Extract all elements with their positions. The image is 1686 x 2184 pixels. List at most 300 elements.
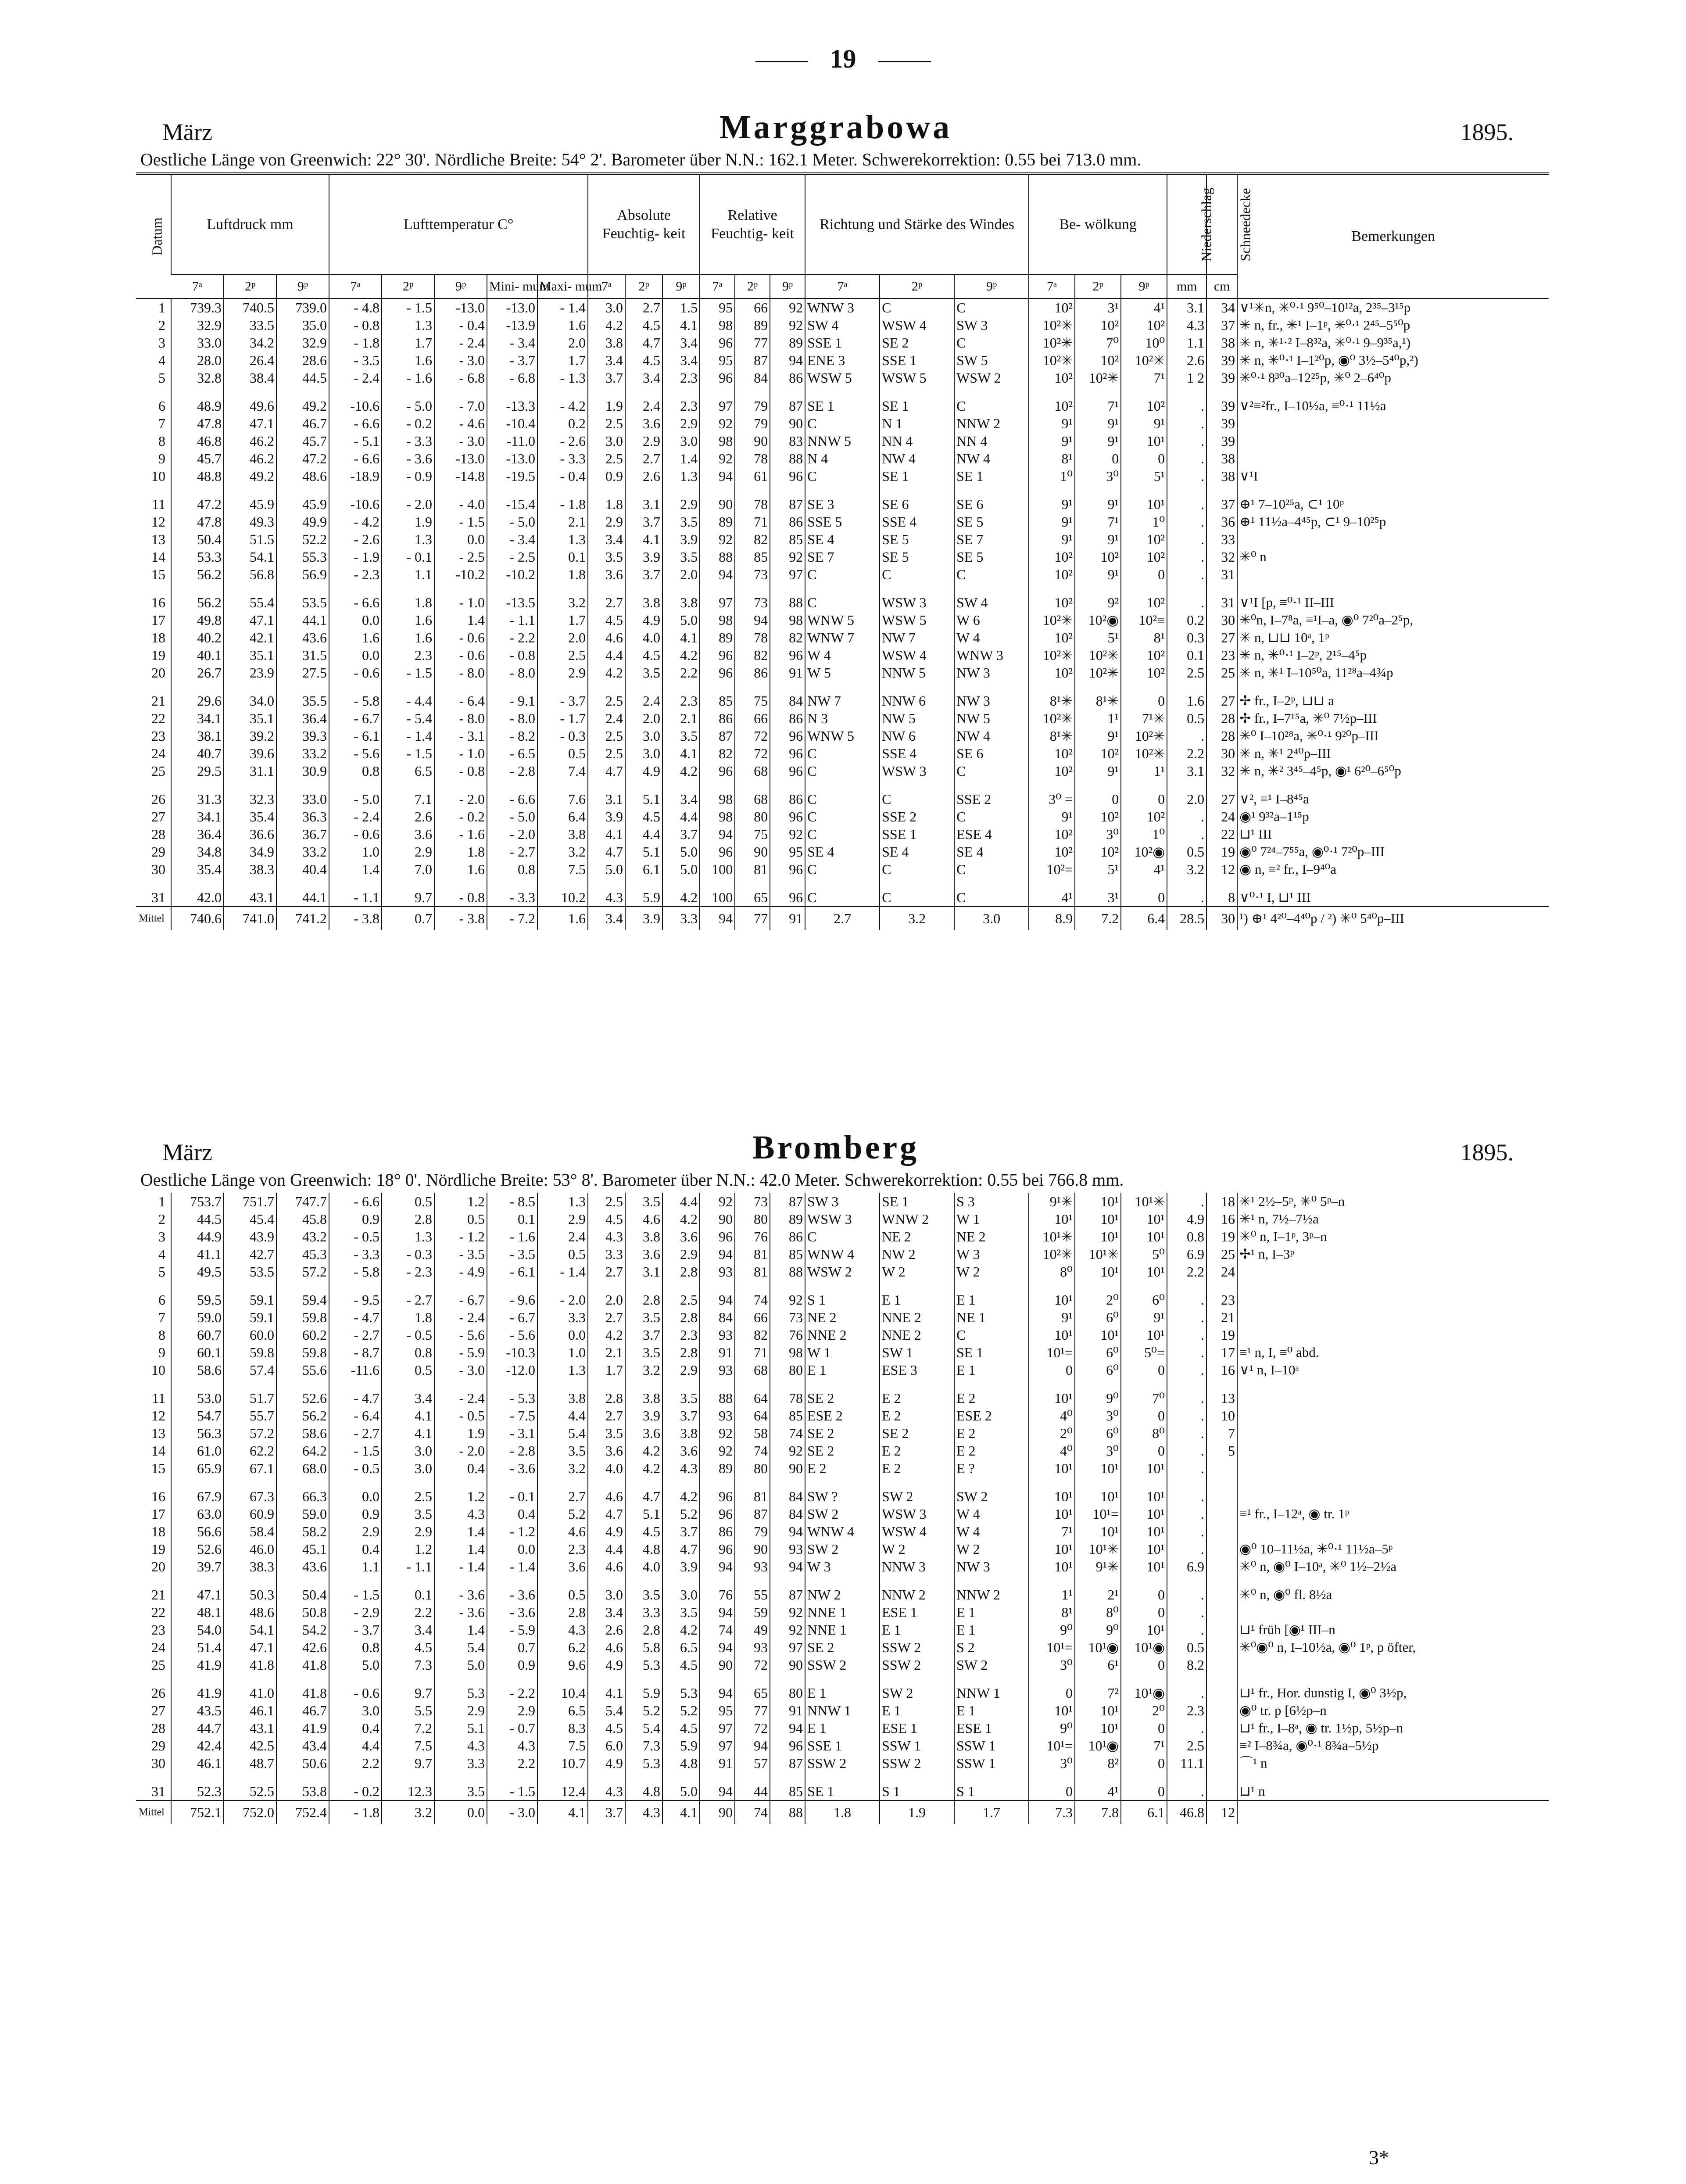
- value-cell: 2.8: [625, 1291, 662, 1309]
- value-cell: 1.8: [382, 1309, 434, 1326]
- value-cell: 88: [700, 1389, 735, 1407]
- value-cell: - 8.0: [434, 664, 487, 692]
- day-cell: Mittel: [136, 907, 171, 930]
- value-cell: 6⁰: [1075, 1344, 1121, 1361]
- value-cell: 3.7: [625, 566, 662, 594]
- value-cell: - 8.0: [487, 710, 537, 727]
- remarks-cell: [1237, 1442, 1549, 1460]
- value-cell: 73: [735, 566, 770, 594]
- value-cell: 10²: [1075, 548, 1121, 566]
- value-cell: 8⁰: [1121, 1424, 1167, 1442]
- value-cell: 2.3: [662, 397, 700, 415]
- value-cell: 33.0: [171, 334, 224, 351]
- value-cell: [1206, 1737, 1237, 1754]
- value-cell: 44.5: [276, 369, 329, 397]
- value-cell: 89: [770, 1210, 805, 1228]
- value-cell: 62.2: [224, 1442, 276, 1460]
- value-cell: 1.4: [662, 450, 700, 467]
- value-cell: 47.8: [171, 415, 224, 432]
- value-cell: 82: [770, 629, 805, 646]
- value-cell: C: [805, 861, 880, 889]
- value-cell: 9¹: [1029, 415, 1075, 432]
- value-cell: 2.5: [382, 1488, 434, 1505]
- value-cell: 10²: [1121, 548, 1167, 566]
- value-cell: 53.5: [276, 594, 329, 611]
- value-cell: 2.8: [662, 1309, 700, 1326]
- value-cell: 4.5: [588, 1210, 625, 1228]
- value-cell: 2.2: [329, 1754, 382, 1782]
- value-cell: E 1: [954, 1621, 1029, 1639]
- value-cell: 50.8: [276, 1603, 329, 1621]
- value-cell: 4.9: [625, 611, 662, 629]
- value-cell: 9⁰: [1075, 1621, 1121, 1639]
- day-cell: 7: [158, 1309, 165, 1325]
- value-cell: 8.9: [1029, 907, 1075, 930]
- value-cell: 87: [770, 397, 805, 415]
- value-cell: 38.4: [224, 369, 276, 397]
- value-cell: 1.6: [382, 611, 434, 629]
- value-cell: 4.5: [625, 1523, 662, 1540]
- value-cell: .: [1167, 1719, 1206, 1737]
- value-cell: 77: [735, 907, 770, 930]
- value-cell: 10²: [1121, 646, 1167, 664]
- value-cell: 3.4: [588, 907, 625, 930]
- value-cell: 5⁰: [1121, 1245, 1167, 1263]
- remarks-cell: ◉⁰ 10–11½a, ✳⁰·¹ 11½a–5ᵖ: [1237, 1540, 1549, 1558]
- value-cell: 96: [770, 727, 805, 745]
- value-cell: 4.4: [625, 825, 662, 843]
- remarks-cell: ✳⁰ n, ◉⁰ I–10ᵃ, ✳⁰ 1½–2½a: [1237, 1558, 1549, 1586]
- day-row: [136, 1344, 1549, 1361]
- value-cell: 7.0: [382, 861, 434, 889]
- value-cell: - 6.4: [434, 692, 487, 710]
- value-cell: 0.9: [588, 467, 625, 495]
- header-niederschlag: Niederschlag: [1167, 174, 1206, 275]
- value-cell: 28.6: [276, 351, 329, 369]
- value-cell: 74: [735, 1800, 770, 1824]
- value-cell: C: [954, 566, 1029, 594]
- value-cell: 10¹=: [1029, 1344, 1075, 1361]
- day-row: [136, 548, 1549, 566]
- value-cell: W 5: [805, 664, 880, 692]
- value-cell: 52.3: [171, 1782, 224, 1800]
- value-cell: E 1: [954, 1361, 1029, 1389]
- value-cell: 8.3: [537, 1719, 588, 1737]
- remarks-cell: ✳⁰n, I–7⁸a, ≡¹I–a, ◉⁰ 7²⁰a–2⁵p,: [1237, 611, 1549, 629]
- value-cell: 10¹: [1121, 1540, 1167, 1558]
- value-cell: 1.6: [537, 316, 588, 334]
- value-cell: 24: [1206, 1263, 1237, 1291]
- value-cell: 1⁰: [1121, 513, 1167, 531]
- value-cell: - 1.6: [434, 825, 487, 843]
- day-cell: 3: [158, 1229, 165, 1244]
- value-cell: 2.0: [1167, 790, 1206, 808]
- value-cell: 59.0: [276, 1505, 329, 1523]
- value-cell: 1.8: [434, 843, 487, 861]
- value-cell: 19: [1206, 843, 1237, 861]
- day-cell: 10: [151, 1362, 165, 1378]
- value-cell: - 3.8: [434, 907, 487, 930]
- value-cell: 3.0: [329, 1702, 382, 1719]
- day-cell: 1: [158, 1194, 165, 1209]
- value-cell: .: [1167, 1540, 1206, 1558]
- remarks-cell: ¹) ⊕¹ 4²⁰–4⁴⁰p / ²) ✳⁰ 5⁴⁰p–III: [1237, 907, 1549, 930]
- value-cell: 41.8: [276, 1656, 329, 1684]
- value-cell: 3.7: [588, 1800, 625, 1824]
- value-cell: 32.3: [224, 790, 276, 808]
- value-cell: 10¹✳: [1121, 1193, 1167, 1210]
- value-cell: E 1: [880, 1621, 954, 1639]
- value-cell: .: [1167, 808, 1206, 825]
- remarks-cell: ⊔¹ früh [◉¹ III–n: [1237, 1621, 1549, 1639]
- value-cell: .: [1167, 1389, 1206, 1407]
- remarks-cell: ∨¹✳n, ✳⁰·¹ 9⁵⁰–10¹²a, 2³⁵–3¹⁵p: [1237, 298, 1549, 316]
- value-cell: 2.0: [662, 566, 700, 594]
- value-cell: 47.1: [224, 415, 276, 432]
- value-cell: NW 4: [880, 450, 954, 467]
- value-cell: 3.5: [382, 1505, 434, 1523]
- value-cell: 72: [735, 1719, 770, 1737]
- value-cell: 4.4: [662, 808, 700, 825]
- value-cell: - 2.2: [487, 629, 537, 646]
- value-cell: 0: [1121, 1586, 1167, 1603]
- remarks-cell: ⌒¹ n: [1237, 1754, 1549, 1782]
- remarks-cell: ✳⁰·¹ 8³⁰a–12²⁵p, ✳⁰ 2–6⁴⁰p: [1237, 369, 1549, 397]
- value-cell: 10²: [1029, 369, 1075, 397]
- value-cell: 46.1: [171, 1754, 224, 1782]
- day-cell: 8: [158, 1327, 165, 1343]
- value-cell: 2.5: [588, 745, 625, 762]
- value-cell: 3.8: [625, 1228, 662, 1245]
- value-cell: 4.3: [537, 1621, 588, 1639]
- header-subcolumn: 7ᵃ: [1029, 275, 1075, 298]
- value-cell: 2.7: [588, 1263, 625, 1291]
- day-row: [136, 762, 1549, 790]
- remarks-cell: [1237, 1291, 1549, 1309]
- value-cell: - 3.4: [487, 334, 537, 351]
- value-cell: -13.0: [434, 450, 487, 467]
- value-cell: 2.2: [662, 664, 700, 692]
- value-cell: 0.4: [487, 1505, 537, 1523]
- value-cell: 90: [700, 1210, 735, 1228]
- remarks-cell: ◉⁰ 7²⁴–7⁵⁵a, ◉⁰·¹ 7²⁰p–III: [1237, 843, 1549, 861]
- value-cell: 4.2: [662, 646, 700, 664]
- value-cell: 10¹: [1121, 1263, 1167, 1291]
- value-cell: W 4: [954, 629, 1029, 646]
- value-cell: 8¹✳: [1075, 692, 1121, 710]
- value-cell: 10²: [1075, 808, 1121, 825]
- value-cell: 2.3: [662, 692, 700, 710]
- value-cell: 46.0: [224, 1540, 276, 1558]
- value-cell: E 1: [954, 1291, 1029, 1309]
- value-cell: 10²: [1121, 531, 1167, 548]
- value-cell: 42.5: [224, 1737, 276, 1754]
- value-cell: 0: [1121, 566, 1167, 594]
- value-cell: 48.8: [171, 467, 224, 495]
- value-cell: 1.4: [434, 1540, 487, 1558]
- value-cell: 12.3: [382, 1782, 434, 1800]
- day-cell: 17: [151, 1506, 165, 1522]
- value-cell: 11.1: [1167, 1754, 1206, 1782]
- value-cell: -11.0: [487, 432, 537, 450]
- value-cell: - 6.6: [487, 790, 537, 808]
- value-cell: 0: [1121, 1656, 1167, 1684]
- value-cell: 10²◉: [1075, 611, 1121, 629]
- value-cell: - 2.8: [487, 762, 537, 790]
- value-cell: 10¹: [1121, 1326, 1167, 1344]
- value-cell: 10¹◉: [1121, 1639, 1167, 1656]
- value-cell: 7.5: [537, 861, 588, 889]
- value-cell: .: [1167, 1782, 1206, 1800]
- remarks-cell: ≡² I–8¾a, ◉⁰·¹ 8¾a–5½p: [1237, 1737, 1549, 1754]
- value-cell: NE 2: [805, 1309, 880, 1326]
- value-cell: 4.3: [434, 1505, 487, 1523]
- value-cell: [1206, 1505, 1237, 1523]
- value-cell: -10.4: [487, 415, 537, 432]
- value-cell: S 3: [954, 1193, 1029, 1210]
- value-cell: 19: [1206, 1326, 1237, 1344]
- observation-table: [136, 1193, 1549, 1824]
- value-cell: 68: [735, 1361, 770, 1389]
- value-cell: 25: [1206, 1245, 1237, 1263]
- value-cell: [1206, 1523, 1237, 1540]
- value-cell: 10¹: [1121, 1210, 1167, 1228]
- value-cell: 10²✳: [1029, 611, 1075, 629]
- value-cell: 1.8: [537, 566, 588, 594]
- value-cell: 10²=: [1029, 861, 1075, 889]
- value-cell: SSE 4: [880, 745, 954, 762]
- value-cell: WNW 3: [954, 646, 1029, 664]
- day-cell: 26: [151, 1685, 165, 1701]
- value-cell: 49.5: [171, 1263, 224, 1291]
- value-cell: 0: [1029, 1361, 1075, 1389]
- value-cell: - 1.1: [382, 1558, 434, 1586]
- value-cell: E 2: [880, 1389, 954, 1407]
- value-cell: - 3.4: [487, 531, 537, 548]
- value-cell: - 2.3: [382, 1263, 434, 1291]
- value-cell: 10¹=: [1029, 1737, 1075, 1754]
- value-cell: - 3.5: [434, 1245, 487, 1263]
- day-cell: 22: [151, 710, 165, 726]
- remarks-cell: ∨¹ n, I–10ᵃ: [1237, 1361, 1549, 1389]
- value-cell: 6.9: [1167, 1245, 1206, 1263]
- value-cell: 8⁰: [1029, 1263, 1075, 1291]
- value-cell: 4.3: [487, 1737, 537, 1754]
- value-cell: WSW 5: [880, 369, 954, 397]
- value-cell: 1.8: [805, 1800, 880, 1824]
- value-cell: 0.1: [382, 1586, 434, 1603]
- header-subcolumn: 7ᵃ: [329, 275, 382, 298]
- value-cell: .: [1167, 1344, 1206, 1361]
- value-cell: - 2.4: [329, 369, 382, 397]
- value-cell: 8¹✳: [1029, 727, 1075, 745]
- value-cell: 47.1: [171, 1586, 224, 1603]
- value-cell: 4.1: [662, 1800, 700, 1824]
- value-cell: 35.0: [276, 316, 329, 334]
- value-cell: 48.6: [224, 1603, 276, 1621]
- value-cell: C: [805, 1228, 880, 1245]
- value-cell: SSE 1: [805, 334, 880, 351]
- value-cell: 8¹: [1029, 1603, 1075, 1621]
- value-cell: 4.6: [588, 1488, 625, 1505]
- value-cell: 2.0: [625, 710, 662, 727]
- value-cell: - 0.1: [382, 548, 434, 566]
- value-cell: .: [1167, 1523, 1206, 1540]
- value-cell: 57: [735, 1754, 770, 1782]
- value-cell: 30: [1206, 907, 1237, 930]
- value-cell: 6.2: [537, 1639, 588, 1656]
- value-cell: NN 4: [954, 432, 1029, 450]
- value-cell: W 4: [954, 1523, 1029, 1540]
- value-cell: 55.4: [224, 594, 276, 611]
- day-row: [136, 843, 1549, 861]
- value-cell: 86: [770, 710, 805, 727]
- value-cell: - 1.5: [382, 298, 434, 316]
- value-cell: 84: [770, 1488, 805, 1505]
- value-cell: 3.5: [625, 1193, 662, 1210]
- value-cell: SW 2: [880, 1488, 954, 1505]
- value-cell: 8¹✳: [1029, 692, 1075, 710]
- value-cell: 43.1: [224, 1719, 276, 1737]
- day-cell: Mittel: [136, 1800, 171, 1824]
- value-cell: [1206, 1782, 1237, 1800]
- value-cell: - 0.1: [487, 1488, 537, 1505]
- value-cell: 739.0: [276, 298, 329, 316]
- value-cell: 79: [735, 1523, 770, 1540]
- value-cell: NN 4: [880, 432, 954, 450]
- value-cell: 80: [735, 1210, 770, 1228]
- value-cell: 49.8: [171, 611, 224, 629]
- value-cell: 47.1: [224, 1639, 276, 1656]
- value-cell: SE 2: [805, 1639, 880, 1656]
- value-cell: 10¹: [1075, 1523, 1121, 1540]
- value-cell: W 1: [805, 1344, 880, 1361]
- value-cell: 88: [700, 548, 735, 566]
- value-cell: E 2: [954, 1442, 1029, 1460]
- day-cell: 6: [158, 1292, 165, 1308]
- value-cell: 752.4: [276, 1800, 329, 1824]
- value-cell: 43.2: [276, 1228, 329, 1245]
- value-cell: 5¹: [1121, 467, 1167, 495]
- value-cell: WNW 2: [880, 1210, 954, 1228]
- value-cell: 3.5: [662, 1389, 700, 1407]
- day-cell: 13: [151, 1425, 165, 1441]
- day-cell: 22: [151, 1604, 165, 1620]
- value-cell: ESE 4: [954, 825, 1029, 843]
- value-cell: .: [1167, 450, 1206, 467]
- value-cell: 0.8: [487, 861, 537, 889]
- value-cell: 65.9: [171, 1460, 224, 1488]
- value-cell: SSE 2: [880, 808, 954, 825]
- value-cell: 4¹: [1121, 298, 1167, 316]
- value-cell: 90: [770, 1460, 805, 1488]
- value-cell: - 5.8: [329, 692, 382, 710]
- day-cell: 21: [151, 1587, 165, 1603]
- value-cell: 91: [770, 907, 805, 930]
- value-cell: 4.9: [588, 1754, 625, 1782]
- value-cell: 0: [1121, 790, 1167, 808]
- value-cell: - 6.6: [329, 450, 382, 467]
- value-cell: .: [1167, 1684, 1206, 1702]
- value-cell: 94: [700, 1639, 735, 1656]
- value-cell: -13.0: [487, 450, 537, 467]
- value-cell: 10²: [1029, 843, 1075, 861]
- value-cell: 1.2: [382, 1540, 434, 1558]
- value-cell: 3.6: [537, 1558, 588, 1586]
- value-cell: 83: [770, 432, 805, 450]
- value-cell: 89: [735, 316, 770, 334]
- value-cell: 10²: [1029, 548, 1075, 566]
- value-cell: WNW 7: [805, 629, 880, 646]
- value-cell: SSE 1: [880, 351, 954, 369]
- value-cell: SW 5: [954, 351, 1029, 369]
- value-cell: - 5.8: [329, 1263, 382, 1291]
- value-cell: 80: [770, 1684, 805, 1702]
- value-cell: 38: [1206, 450, 1237, 467]
- value-cell: 49.3: [224, 513, 276, 531]
- value-cell: 9¹: [1121, 1309, 1167, 1326]
- value-cell: 87: [700, 727, 735, 745]
- value-cell: 3.5: [537, 1442, 588, 1460]
- value-cell: SSW 2: [880, 1639, 954, 1656]
- remarks-cell: [1237, 1488, 1549, 1505]
- value-cell: 10²: [1029, 629, 1075, 646]
- value-cell: 96: [700, 1540, 735, 1558]
- value-cell: 0.5: [537, 1245, 588, 1263]
- value-cell: 4.7: [588, 1505, 625, 1523]
- day-row: [136, 1442, 1549, 1460]
- value-cell: 2.6: [588, 1621, 625, 1639]
- value-cell: 0.1: [1167, 646, 1206, 664]
- value-cell: 55: [735, 1586, 770, 1603]
- value-cell: SW 1: [880, 1344, 954, 1361]
- value-cell: 71: [735, 513, 770, 531]
- value-cell: 7.3: [382, 1656, 434, 1684]
- value-cell: 8⁰: [1075, 1603, 1121, 1621]
- value-cell: 95: [700, 351, 735, 369]
- value-cell: 10¹: [1075, 1460, 1121, 1488]
- value-cell: 3.5: [662, 727, 700, 745]
- value-cell: 92: [700, 415, 735, 432]
- value-cell: 58.4: [224, 1523, 276, 1540]
- value-cell: 0.8: [329, 1639, 382, 1656]
- remarks-cell: ∨¹I [p, ≡⁰·¹ II–III: [1237, 594, 1549, 611]
- value-cell: 9¹: [1029, 513, 1075, 531]
- value-cell: 2.9: [537, 664, 588, 692]
- value-cell: 3⁰: [1029, 1656, 1075, 1684]
- value-cell: 57.4: [224, 1361, 276, 1389]
- value-cell: - 0.2: [434, 808, 487, 825]
- remarks-cell: ✳⁰ n, I–1ᵖ, 3ᵖ–n: [1237, 1228, 1549, 1245]
- value-cell: 4.1: [588, 1684, 625, 1702]
- value-cell: 3.0: [662, 432, 700, 450]
- value-cell: SSW 1: [954, 1737, 1029, 1754]
- value-cell: 18: [1206, 1193, 1237, 1210]
- value-cell: 3.4: [662, 351, 700, 369]
- value-cell: -13.0: [434, 298, 487, 316]
- value-cell: 56.9: [276, 566, 329, 594]
- value-cell: 1.7: [537, 611, 588, 629]
- value-cell: 2.5: [588, 450, 625, 467]
- value-cell: -19.5: [487, 467, 537, 495]
- remarks-cell: ⊕¹ 11½a–4⁴⁵p, ⊂¹ 9–10²⁵p: [1237, 513, 1549, 531]
- value-cell: 81: [735, 1263, 770, 1291]
- value-cell: NNW 2: [954, 1586, 1029, 1603]
- value-cell: 94: [700, 1291, 735, 1309]
- value-cell: 1 2: [1167, 369, 1206, 397]
- value-cell: .: [1167, 548, 1206, 566]
- value-cell: 93: [700, 1326, 735, 1344]
